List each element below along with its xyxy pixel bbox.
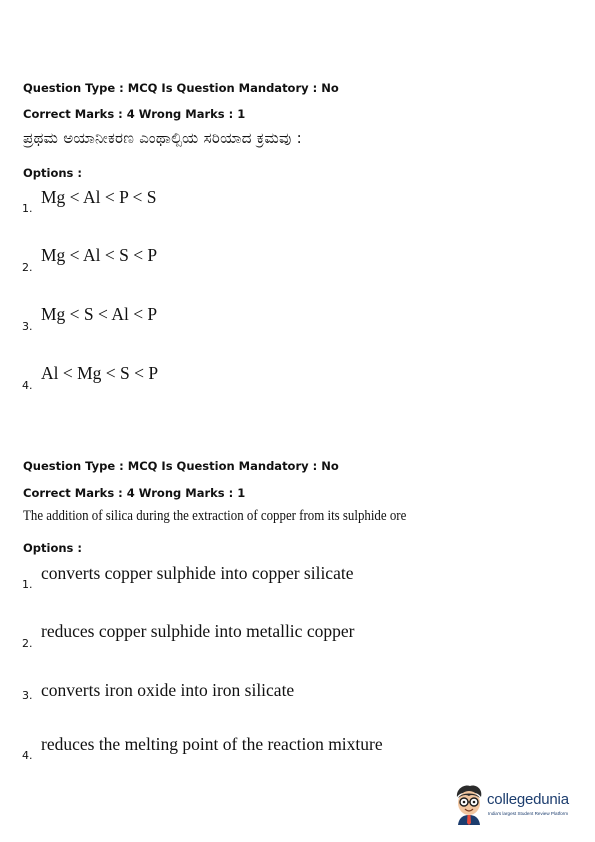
question-2-option-3-number: 3. (22, 689, 33, 702)
question-2-option-2-number: 2. (22, 637, 33, 650)
logo-tagline: India's largest Student Review Platform (488, 811, 569, 816)
question-2-type-line: Question Type : MCQ Is Question Mandatory : No (23, 459, 339, 473)
question-2-option-2: reduces copper sulphide into metallic copper (41, 621, 355, 641)
question-1-option-3-number: 3. (22, 320, 33, 333)
question-2-marks-line: Correct Marks : 4 Wrong Marks : 1 (23, 486, 246, 500)
question-2-option-3: converts iron oxide into iron silicate (41, 680, 295, 700)
question-2-option-4: reduces the melting point of the reaction mixture (41, 734, 383, 754)
question-2-option-1-number: 1. (22, 578, 33, 591)
question-2-option-4-number: 4. (22, 749, 33, 762)
question-1-type-line: Question Type : MCQ Is Question Mandatory : No (23, 81, 339, 95)
question-2-option-1: converts copper sulphide into copper silicate (41, 563, 354, 583)
student-face-logo-icon (452, 783, 486, 825)
question-1-marks-line: Correct Marks : 4 Wrong Marks : 1 (23, 107, 246, 121)
question-1-option-4-number: 4. (22, 379, 33, 392)
question-1-option-4: Al < Mg < S < P (41, 363, 159, 383)
question-1-options-label: Options : (23, 166, 82, 180)
logo-wordmark: collegedunia (487, 791, 569, 808)
question-2-text: The addition of silica during the extraction of copper from its sulphide ore (23, 508, 407, 524)
question-2-options-label: Options : (23, 541, 82, 555)
collegedunia-logo (452, 783, 582, 827)
question-1-option-2: Mg < Al < S < P (41, 245, 158, 265)
question-1-option-1: Mg < Al < P < S (41, 187, 157, 207)
question-1-option-1-number: 1. (22, 202, 33, 215)
question-1-option-2-number: 2. (22, 261, 33, 274)
question-1-text: ಪ್ರಥಮ ಅಯಾನೀಕರಣ ಎಂಥಾಲ್ಪಿಯ ಸರಿಯಾದ ಕ್ರಮವು : (23, 129, 302, 147)
question-1-option-3: Mg < S < Al < P (41, 304, 158, 324)
